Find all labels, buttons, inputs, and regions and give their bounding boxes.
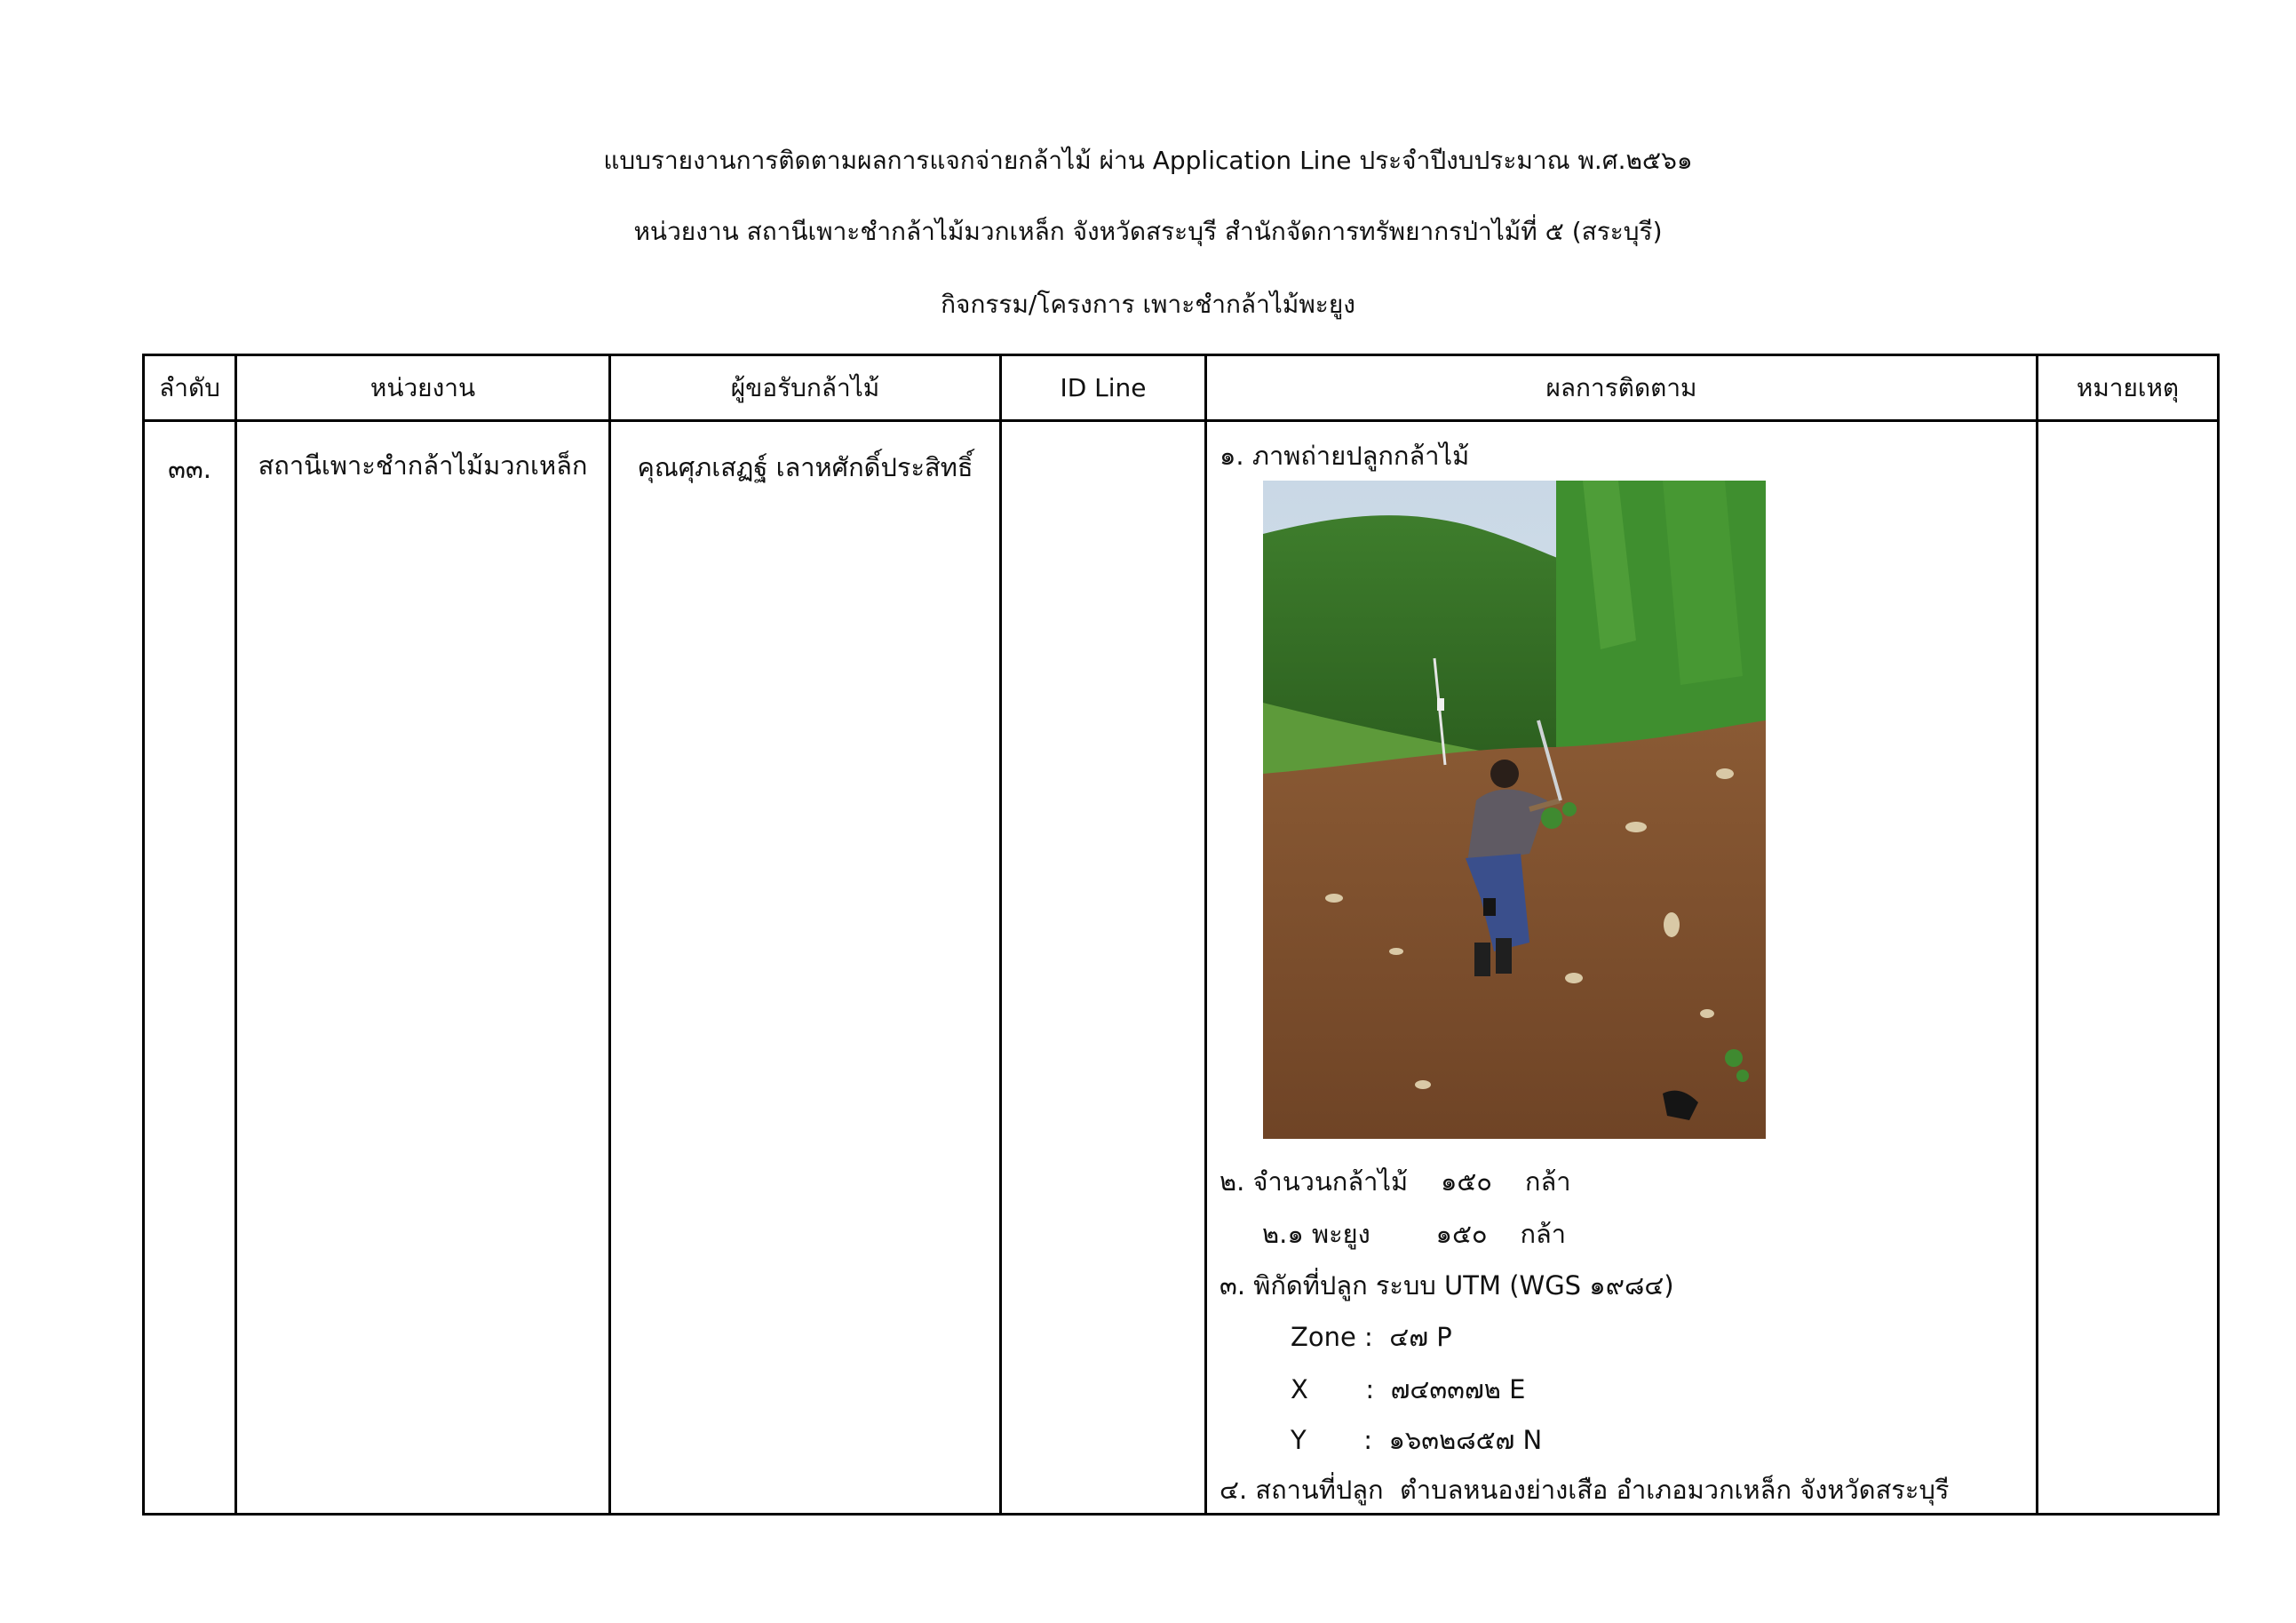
cell-note: [2038, 421, 2219, 1515]
report-title: แบบรายงานการติดตามผลการแจกจ่ายกล้าไม้ ผ่าน Application Line ประจำปีงบประมาณ พ.ศ.๒๕๖๑: [603, 146, 1693, 175]
result-item-coordinates: ๓. พิกัดที่ปลูก ระบบ UTM (WGS ๑๙๘๔): [1220, 1270, 1674, 1301]
col-header-unit: หน่วยงาน: [236, 355, 610, 421]
table-header-row: [144, 355, 2219, 421]
utm-y: Y : ๑๖๓๒๘๕๗ N: [1291, 1425, 1543, 1455]
cell-id-line: [1001, 421, 1206, 1515]
cell-unit: สถานีเพาะชำกล้าไม้มวกเหล็ก: [236, 421, 610, 1515]
table-row: [144, 421, 2219, 1515]
result-item-payung-count: ๒.๑ พะยูง ๑๕๐ กล้า: [1262, 1219, 1567, 1249]
cell-order: ๓๓.: [144, 421, 236, 1515]
utm-zone: Zone : ๔๗ P: [1291, 1322, 1452, 1352]
result-item-photo-label: ๑. ภาพถ่ายปลูกกล้าไม้: [1220, 441, 1470, 471]
col-header-note: หมายเหตุ: [2038, 355, 2219, 421]
result-item-location: ๔. สถานที่ปลูก ตำบลหนองย่างเสือ อำเภอมวกเหล็ก จังหวัดสระบุรี: [1220, 1475, 1950, 1505]
report-project: กิจกรรม/โครงการ เพาะชำกล้าไม้พะยูง: [941, 290, 1355, 319]
col-header-result: ผลการติดตาม: [1206, 355, 2038, 421]
col-header-id-line: ID Line: [1001, 355, 1206, 421]
utm-x: X : ๗๔๓๓๗๒ E: [1291, 1374, 1526, 1404]
result-item-seedling-count: ๒. จำนวนกล้าไม้ ๑๕๐ กล้า: [1220, 1166, 1571, 1197]
planting-photo: [1263, 481, 1766, 1139]
cell-result: [1206, 421, 2038, 1515]
cell-recipient: คุณศุภเสฏฐ์ เลาหศักดิ์ประสิทธิ์: [610, 421, 1001, 1515]
report-agency: หน่วยงาน สถานีเพาะชำกล้าไม้มวกเหล็ก จังหวัดสระบุรี สำนักจัดการทรัพยากรป่าไม้ที่ ๕ (สระบุรี): [633, 217, 1663, 246]
report-table: [142, 354, 2220, 1516]
col-header-order: ลำดับ: [144, 355, 236, 421]
col-header-recipient: ผู้ขอรับกล้าไม้: [610, 355, 1001, 421]
